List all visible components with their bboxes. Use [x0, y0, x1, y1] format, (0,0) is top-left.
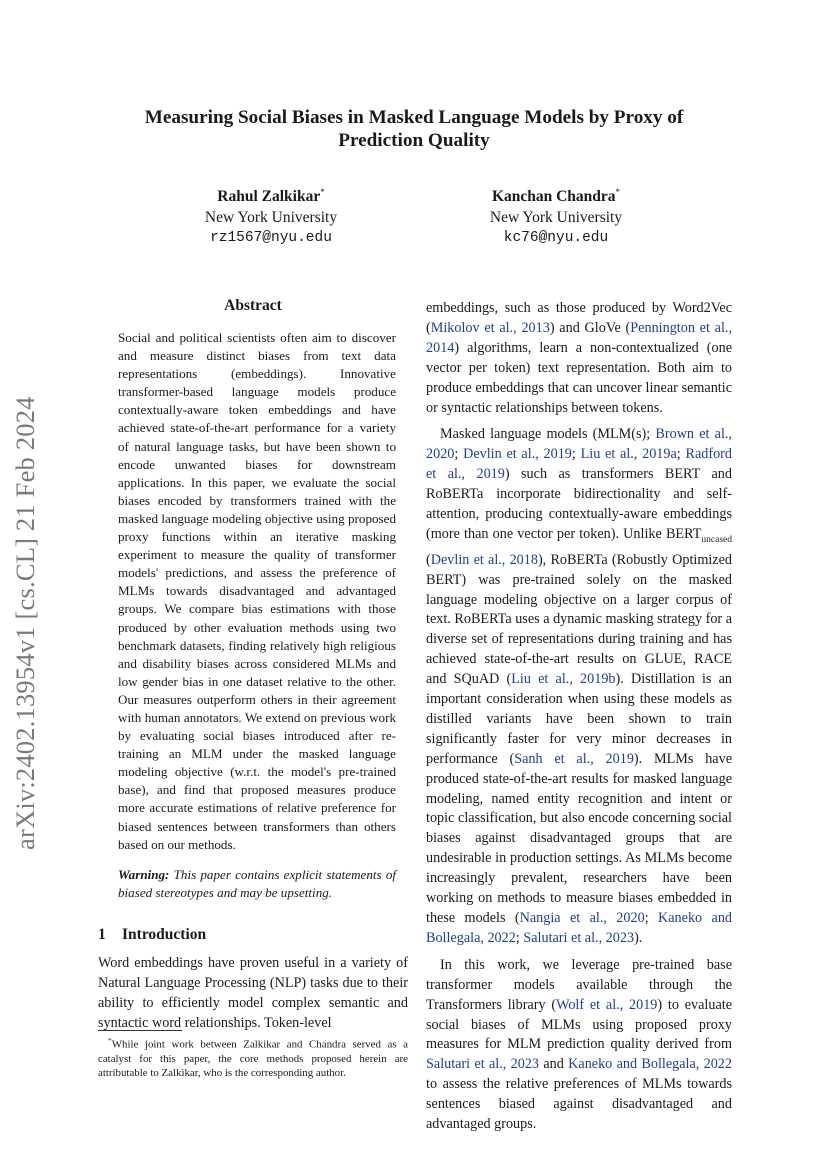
warning-note — [118, 866, 396, 902]
citation-link[interactable]: Devlin et al., 2018 — [430, 551, 538, 568]
author-email[interactable]: kc76@nyu.edu — [503, 230, 609, 247]
section-heading — [98, 925, 408, 945]
author-name: Kanchan Chandra* — [491, 187, 621, 206]
intro-paragraph: Word embeddings have proven useful in a variety of Natural Language Processing (NLP) tasks due to their ability to efficiently model complex semantic and syntactic word relationships. Token-level — [98, 954, 408, 1031]
citation-link[interactable]: Brown et al., 2020 — [426, 426, 732, 463]
citation-link[interactable]: Kaneko and Bollegala, 2022 — [568, 1056, 732, 1073]
paper-title: Measuring Social Biases in Masked Language Models by Proxy of Prediction Quality — [144, 107, 684, 151]
citation-link[interactable]: Nangia et al., 2020 — [519, 910, 645, 927]
citation-link[interactable]: Liu et al., 2019a — [580, 446, 677, 463]
author-email[interactable]: rz1567@nyu.edu — [210, 230, 332, 247]
abstract-text: Social and political scientists often aim to discover and measure distinct biases from text data representations (embeddings). Innovative transformer-based language models produce contextually-aware token embeddings and have achieved state-of-the-art performance for a variety of natural language tasks, but have been shown to encode unwanted biases for downstream applications. In this paper, we evaluate the social biases encoded by transformers trained with the masked language modeling objective using proposed proxy functions within an iterative masking experiment to measure the quality of transformer models' predictions, and assess the preference of MLMs towards disadvantaged and advantaged groups. We compare bias estimations with those produced by other evaluation methods using two benchmark datasets, finding relatively high religious and disability biases across considered MLMs and low gender bias in one dataset relative to the other. Our measures outperform others in their agreement with human annotators. We extend on previous work by evaluating social biases introduced after re-training an MLM under the masked language modeling objective (w.r.t. the model's pre-trained base), and find that proposed measures produce more accurate estimations of relative preference for biased sentences between transformers than others based on our methods. — [118, 330, 396, 852]
left-column — [98, 296, 408, 1034]
arxiv-identifier[interactable]: arXiv:2402.13954v1 [cs.CL] 21 Feb 2024 — [10, 396, 40, 850]
author-block-1 — [186, 182, 356, 249]
author-name: Rahul Zalkikar* — [217, 187, 325, 206]
paragraph-this-work: In this work, we leverage pre-trained base transformer models available through the Transformers library (Wolf et al., 2019) to evaluate social biases of MLMs using proposed proxy measures for MLM prediction quality derived from Salutari et al., 2023 and Kaneko and Bollegala, 2022 to assess the relative preferences of MLMs towards sentences biased against disadvantaged and advantaged groups. — [426, 956, 733, 1133]
abstract-heading: Abstract — [224, 297, 282, 314]
section-title: Introduction — [122, 925, 207, 943]
citation-link[interactable]: Devlin et al., 2019 — [463, 446, 572, 463]
footnote-mark: * — [108, 1036, 112, 1045]
citation-link[interactable]: Sanh et al., 2019 — [514, 750, 634, 767]
author-affiliation: New York University — [204, 208, 338, 226]
citation-link[interactable]: Wolf et al., 2019 — [556, 996, 658, 1013]
author-block-2 — [466, 182, 646, 249]
footnote — [98, 1034, 408, 1080]
warning-label: Warning: — [118, 866, 170, 882]
citation-link[interactable]: Radford et al., 2019 — [426, 446, 732, 483]
footnote-text: While joint work between Zalkikar and Chandra served as a catalyst for this paper, the core methods proposed herein are attributable to Zalkikar, who is the corresponding author. — [98, 1038, 408, 1079]
author-affiliation: New York University — [489, 208, 623, 226]
citation-link[interactable]: Salutari et al., 2023 — [523, 929, 635, 946]
footnote-divider — [98, 1030, 182, 1031]
paragraph-embeddings: embeddings, such as those produced by Word2Vec (Mikolov et al., 2013) and GloVe (Pennington et al., 2014) algorithms, learn a non-contextualized (one vector per token) text representation. Both aim to produce embeddings that can uncover linear semantic or syntactic relationships between tokens. — [426, 300, 732, 416]
right-column — [426, 299, 732, 1135]
citation-link[interactable]: Kaneko and Bollegala, 2022 — [426, 910, 733, 946]
paragraph-mlm: Masked language models (MLM(s); Brown et al., 2020; Devlin et al., 2019; Liu et al., 2019a; Radford et al., 2019) such as transformers BERT and RoBERTa incorporate bidirectionality and self-attention, producing contextually-aware embeddings (more than one vector per token). Unlike $BERT_{uncased}$ (Devlin et al., 2018), RoBERTa (Robustly Optimized BERT) was pre-trained solely on the masked language modeling objective on a larger corpus of text. RoBERTa uses a dynamic masking strategy for a diverse set of representations during training and has achieved state-of-the-art results on GLUE, RACE and SQuAD (Liu et al., 2019b). Distillation is an important consideration when using these models as distilled variants have been shown to train significantly faster for very minor decreases in performance (Sanh et al., 2019). MLMs have produced state-of-the-art results for masked language modeling, named entity recognition and intent or topic classification, but also encode concerning social biases against disadvantaged groups that are undesirable in production settings. As MLMs become increasingly prevalent, researchers have been working on methods to measure biases embedded in these models (Nangia et al., 2020; Kaneko and Bollegala, 2022; Salutari et al., 2023). — [426, 426, 733, 946]
warning-text: This paper contains explicit statements of biased stereotypes and may be upsetting. — [118, 866, 396, 900]
section-number: 1 — [98, 925, 106, 943]
citation-link[interactable]: Salutari et al., 2023 — [426, 1056, 540, 1073]
citation-link[interactable]: Pennington et al., 2014 — [426, 319, 732, 356]
citation-link[interactable]: Liu et al., 2019b — [511, 671, 616, 688]
citation-link[interactable]: Mikolov et al., 2013 — [430, 319, 550, 336]
